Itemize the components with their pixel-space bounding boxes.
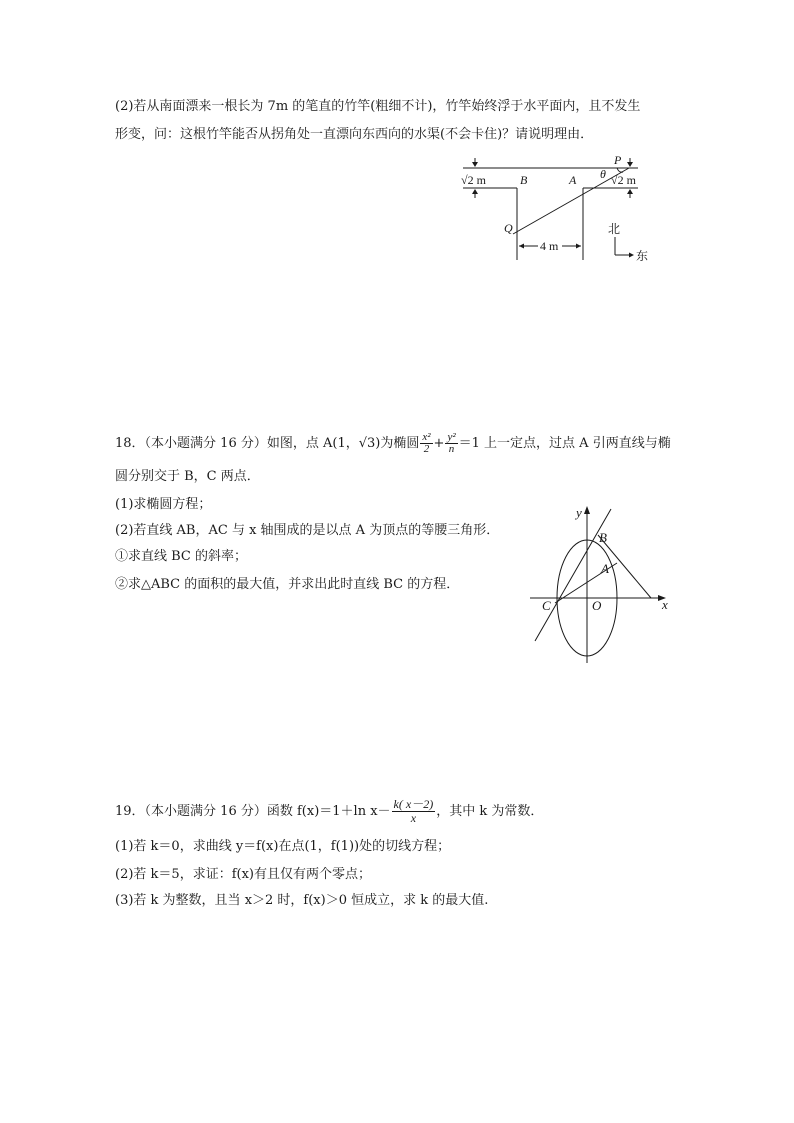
p18-suffix: ＝1 上一定点，过点 A 引两直线与椭 [458,436,671,451]
p18-mid: 为椭圆 [380,436,420,451]
label-axis-x: x [662,597,668,612]
label-4m: 4 m [540,239,559,253]
p18-frac-x-den: 2 [423,443,430,455]
p18-point: A(1，√3) [322,436,381,451]
label-point-C: C [542,598,551,613]
p18-frac-x-num: x² [422,431,431,443]
p19-frac-den: x [410,811,417,825]
p18-frac-x [420,432,432,455]
p19-q3: (3)若 k 为整数，且当 x＞2 时，f(x)＞0 恒成立，求 k 的最大值. [115,893,489,908]
label-point-B: B [599,530,607,545]
p19-q1: (1)若 k＝0，求曲线 y＝f(x)在点(1，f(1))处的切线方程； [115,839,451,854]
p19-text-line1 [115,798,543,825]
p19-q2: (2)若 k＝5，求证：f(x)有且仅有两个零点； [115,867,371,882]
p19-suffix: ，其中 k 为常数． [436,804,544,819]
label-theta: θ [600,167,606,181]
label-left-width: √2 m [461,173,486,187]
p18-q1: (1)求椭圆方程； [115,497,212,512]
canal-figure [455,150,670,265]
label-origin-O: O [592,598,602,613]
p17-text-line1: (2)若从南面漂来一根长为 7m 的笔直的竹竿(粗细不计)，竹竿始终浮于水平面内，且不发生 [115,99,641,114]
p18-prefix: 18．（本小题满分 16 分）如图，点 [115,436,323,451]
label-east: 东 [636,249,649,263]
p18-frac-y-den: n [448,443,455,455]
p19-frac-num: k( x－2) [393,797,434,811]
p18-q2: (2)若直线 AB，AC 与 x 轴围成的是以点 A 为顶点的等腰三角形． [115,523,500,538]
label-north: 北 [608,222,621,236]
p18-text-line1 [115,432,671,455]
label-P: P [614,153,622,167]
p18-q2b: ②求△ABC 的面积的最大值，并求出此时直线 BC 的方程． [115,577,460,592]
p18-frac-y [445,432,457,455]
label-Q: Q [504,221,513,235]
label-A: A [569,173,577,187]
p19-frac [392,798,436,825]
p18-q2a: ①求直线 BC 的斜率； [115,549,248,564]
p18-plus: + [433,436,445,451]
label-axis-y: y [576,505,582,520]
p18-text-line2: 圆分别交于 B，C 两点． [115,469,260,484]
ellipse-figure [525,503,675,668]
p19-prefix: 19．（本小题满分 16 分）函数 f(x)＝1＋ln x－ [115,804,391,819]
p18-frac-y-num: y² [447,431,456,443]
label-right-width: √2 m [611,173,636,187]
p17-text-line2: 形变，问：这根竹竿能否从拐角处一直漂向东西向的水渠(不会卡住)？请说明理由． [115,127,594,142]
label-point-A: A [601,561,609,576]
label-B: B [520,173,528,187]
